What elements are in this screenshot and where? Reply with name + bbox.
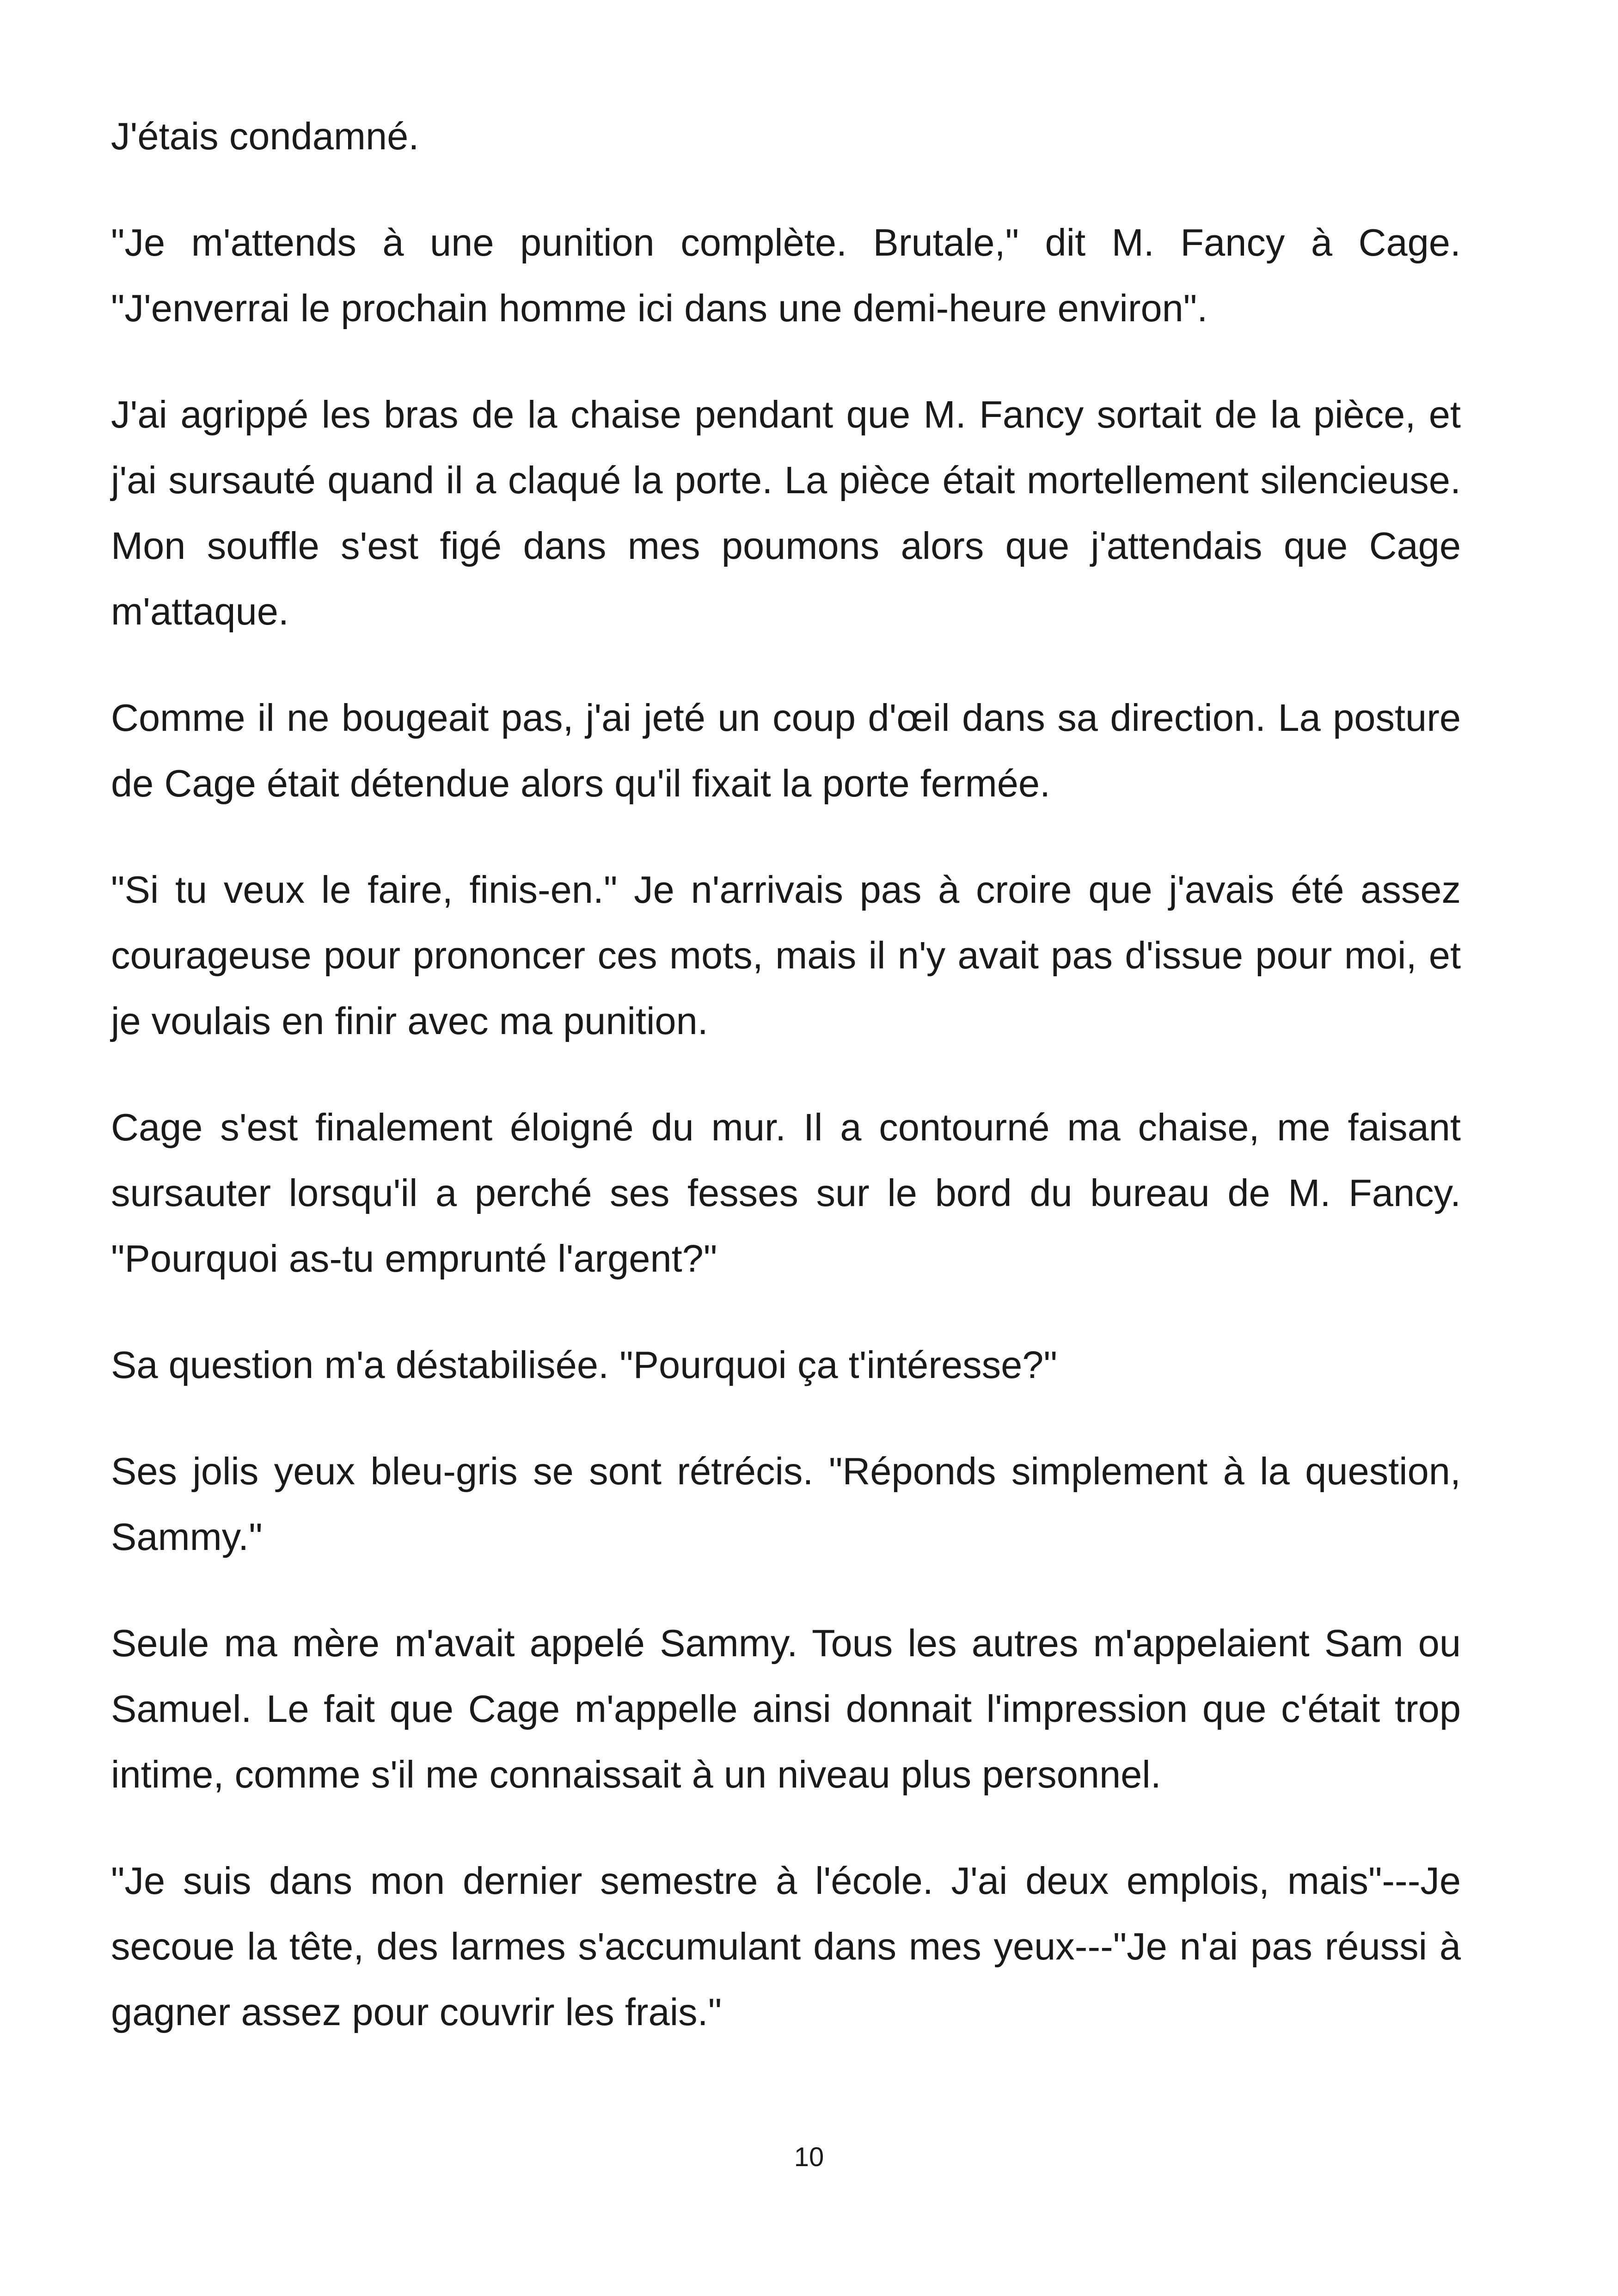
paragraph: Cage s'est finalement éloigné du mur. Il a contourné ma chaise, me faisant sursauter lorsqu'il a perché ses fesses sur le bord du bureau de M. Fancy. "Pourquoi as-tu emprunté l'argent?" — [111, 1106, 1461, 1280]
paragraph: "Si tu veux le faire, finis-en." Je n'arrivais pas à croire que j'avais été assez courageuse pour prononcer ces mots, mais il n'y avait pas d'issue pour moi, et je voulais en finir avec ma punition. — [111, 868, 1461, 1042]
paragraph: "Je suis dans mon dernier semestre à l'école. J'ai deux emplois, mais"---Je secoue la tête, des larmes s'accumulant dans mes yeux---"Je n'ai pas réussi à gagner assez pour couvrir les frais." — [111, 1859, 1461, 2033]
page-number: 10 — [794, 2142, 824, 2172]
paragraph: J'ai agrippé les bras de la chaise pendant que M. Fancy sortait de la pièce, et j'ai sursauté quand il a claqué la porte. La pièce était mortellement silencieuse. Mon souffle s'est figé dans mes poumons alors que j'attendais que Cage m'attaque. — [111, 393, 1461, 633]
paragraph: Comme il ne bougeait pas, j'ai jeté un coup d'œil dans sa direction. La posture de Cage était détendue alors qu'il fixait la porte fermée. — [111, 696, 1461, 805]
paragraph: Seule ma mère m'avait appelé Sammy. Tous les autres m'appelaient Sam ou Samuel. Le fait que Cage m'appelle ainsi donnait l'impression que c'était trop intime, comme s'il me connaissait à un niveau plus personnel. — [111, 1622, 1461, 1796]
text-body — [111, 104, 1461, 2086]
paragraph: J'étais condamné. — [111, 115, 419, 158]
paragraph: Sa question m'a déstabilisée. "Pourquoi ça t'intéresse?" — [111, 1343, 1057, 1386]
paragraph: "Je m'attends à une punition complète. Brutale," dit M. Fancy à Cage. "J'enverrai le prochain homme ici dans une demi-heure environ". — [111, 221, 1461, 330]
paragraph: Ses jolis yeux bleu-gris se sont rétrécis. "Réponds simplement à la question, Sammy." — [111, 1450, 1461, 1558]
